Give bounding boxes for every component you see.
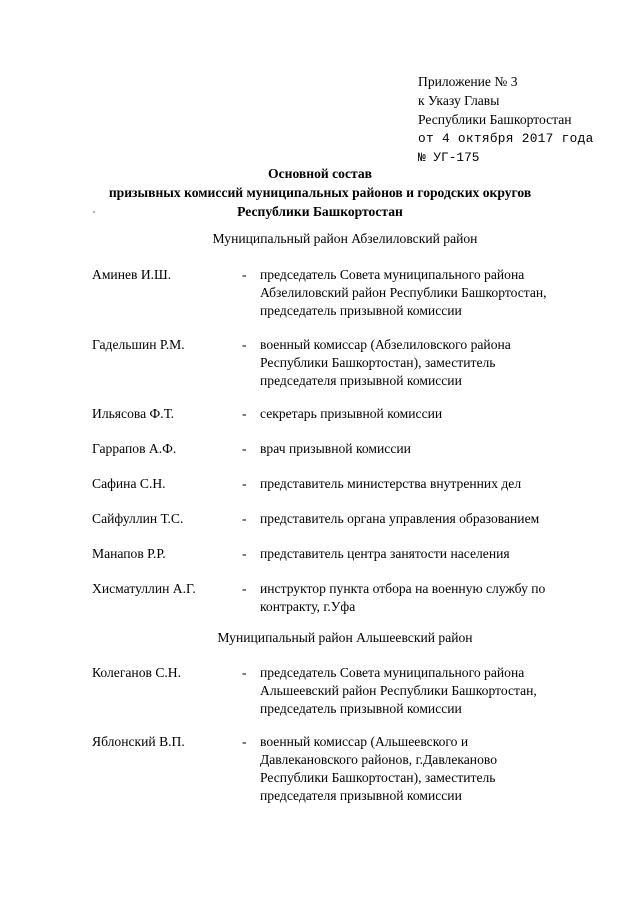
member-dash: - (242, 581, 247, 596)
appendix-line-1: Приложение № 3 (418, 74, 518, 89)
member-role-line: контракту, г.Уфа (260, 599, 356, 614)
member-role (260, 336, 620, 390)
member-role-line: председатель призывной комиссии (260, 701, 462, 716)
member-role (260, 440, 620, 458)
member-role-line: инструктор пункта отбора на военную службу по (260, 581, 546, 596)
document-title (0, 164, 640, 221)
member-name: Гаррапов А.Ф. (92, 441, 177, 456)
member-name: Гадельшин Р.М. (92, 337, 185, 352)
appendix-line-3: Республики Башкортостан (418, 112, 572, 127)
member-dash: - (242, 734, 247, 749)
scan-speck (93, 211, 95, 213)
member-role-line: представитель министерства внутренних дел (260, 476, 522, 491)
member-role-line: председателя призывной комиссии (260, 373, 462, 388)
member-role-line: военный комиссар (Абзелиловского района (260, 337, 511, 352)
appendix-date: от 4 октября 2017 года (418, 131, 594, 146)
member-role (260, 580, 620, 616)
member-role-line: врач призывной комиссии (260, 441, 411, 456)
section-heading-abzelilovsky: Муниципальный район Абзелиловский район (212, 231, 478, 246)
title-line-2: призывных комиссий муниципальных районов и городских округов (108, 185, 532, 200)
member-dash: - (242, 406, 247, 421)
member-role (260, 405, 620, 423)
member-dash: - (242, 665, 247, 680)
member-name: Сафина С.Н. (92, 476, 166, 491)
appendix-block (418, 72, 594, 167)
member-role-line: Абзелиловский район Республики Башкортостан, (260, 285, 547, 300)
member-role-line: Республики Башкортостан), заместитель (260, 770, 496, 785)
member-role-line: председатель Совета муниципального района (260, 267, 525, 282)
member-role (260, 545, 620, 563)
member-role (260, 510, 620, 528)
member-role-line: председателя призывной комиссии (260, 788, 462, 803)
member-role-line: Давлекановского районов, г.Давлеканово (260, 752, 497, 767)
member-role-line: секретарь призывной комиссии (260, 406, 443, 421)
member-role-line: Республики Башкортостан), заместитель (260, 355, 496, 370)
member-role-line: председатель Совета муниципального района (260, 665, 525, 680)
title-line-1: Основной состав (268, 166, 372, 181)
member-role (260, 475, 620, 493)
member-name: Манапов Р.Р. (92, 546, 166, 561)
appendix-line-2: к Указу Главы (418, 93, 500, 108)
member-role-line: представитель органа управления образованием (260, 511, 540, 526)
member-role-line: Альшеевский район Республики Башкортостан, (260, 683, 537, 698)
appendix-number: № УГ-175 (418, 150, 480, 165)
member-name: Сайфуллин Т.С. (92, 511, 184, 526)
member-dash: - (242, 476, 247, 491)
member-role (260, 266, 620, 320)
member-dash: - (242, 441, 247, 456)
member-name: Хисматуллин А.Г. (92, 581, 196, 596)
member-role-line: представитель центра занятости населения (260, 546, 510, 561)
member-role-line: военный комиссар (Альшеевского и (260, 734, 469, 749)
member-name: Колеганов С.Н. (92, 665, 182, 680)
member-name: Яблонский В.П. (92, 734, 185, 749)
member-dash: - (242, 511, 247, 526)
member-role (260, 664, 620, 718)
member-role (260, 733, 620, 805)
title-line-3: Республики Башкортостан (237, 204, 403, 219)
member-dash: - (242, 337, 247, 352)
member-role-line: председатель призывной комиссии (260, 303, 462, 318)
member-dash: - (242, 267, 247, 282)
section-heading-alsheevsky: Муниципальный район Альшеевский район (217, 630, 473, 645)
member-name: Аминев И.Ш. (92, 267, 172, 282)
member-name: Ильясова Ф.Т. (92, 406, 175, 421)
member-dash: - (242, 546, 247, 561)
